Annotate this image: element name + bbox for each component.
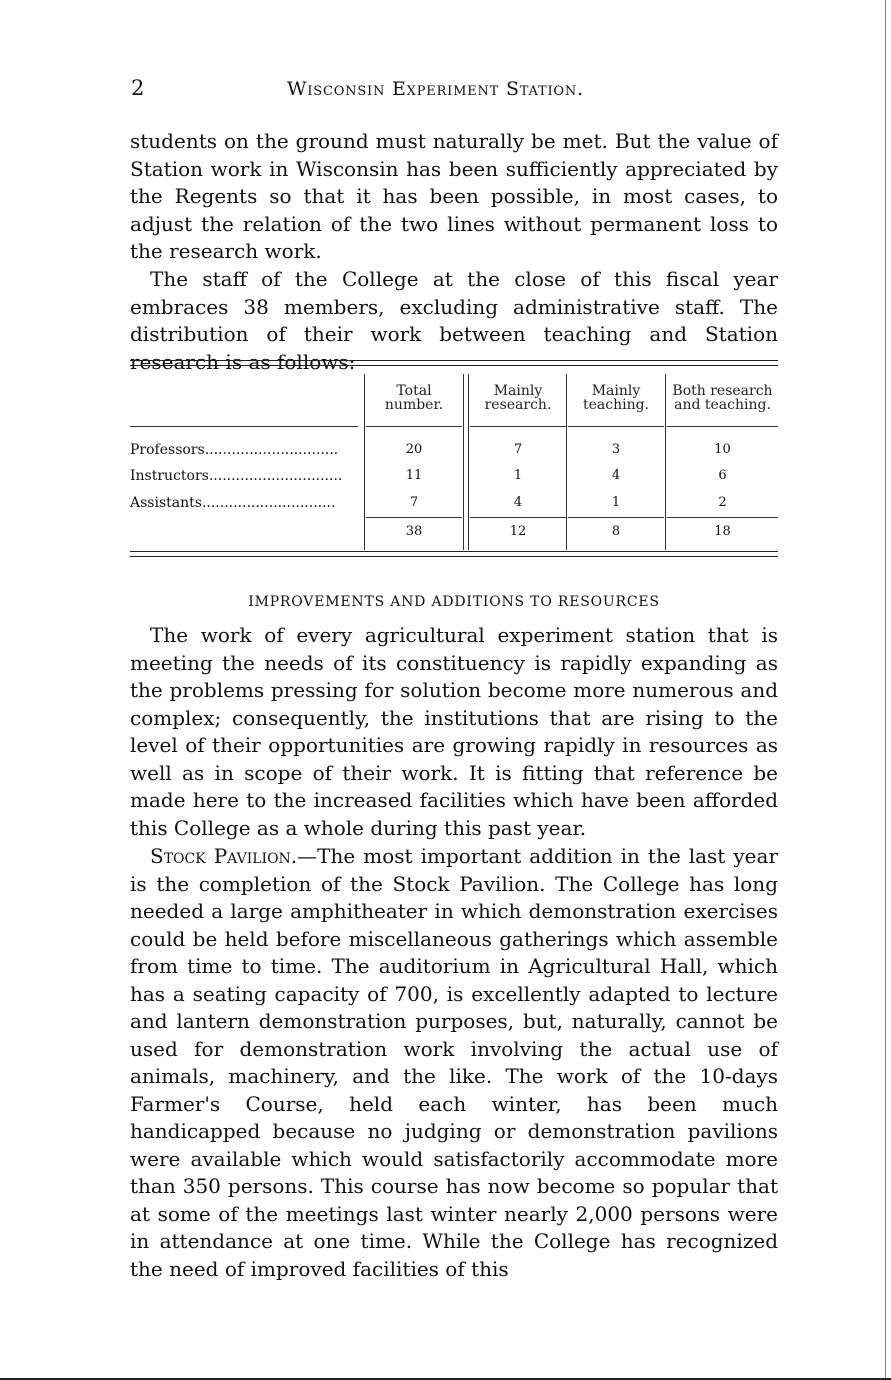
row-label-text: Professors [130,442,205,458]
section-heading: IMPROVEMENTS AND ADDITIONS TO RESOURCES [248,594,660,610]
table-total-cell: 12 [509,524,527,539]
table-cell: 20 [405,442,423,457]
paragraph-improvements: The work of every agricultural experiment station that is meeting the needs of its constituency is rapidly expanding as the problems pressing for solution become more numerous and complex; consequently, the institutions that are rising to the level of their opportunities are growing rapidly in resources as well as in scope of their work. It is fitting that reference be made here to the increased facilities which have been afforded this College as a whole during this past year. [130,623,778,840]
header-both-line1: Both research [672,383,773,399]
paragraph-stock-pavilion [130,843,778,1283]
header-mainly-teaching [568,384,664,412]
stock-pavilion-text: —The most important addition in the last year is the completion of the Stock Pavilion. The College has long needed a large amphitheater in which demonstration exercises could be held before miscellaneous gatherings which assemble from time to time. The auditorium in Agricultural Hall, which has a seating capacity of 700, is excellently adapted to lecture and lantern demonstration purposes, but, naturally, cannot be used for demonstration work involving the actual use of animals, machinery, and the like. The work of the 10-days Farmer's Course, held each winter, has been much handicapped because no judging or demonstration pavilions were available which would satisfactorily accommodate more than 350 persons. This course has now become so popular that at some of the meetings last winter nearly 2,000 persons were in attendance at one time. While the College has recognized the need of improved facilities of this [130,844,779,1281]
header-total-line2: number. [384,397,444,413]
header-teaching-line1: Mainly [591,383,641,399]
page-number: 2 [131,76,145,100]
staff-distribution-table [130,360,778,560]
header-teaching-line2: teaching. [582,397,650,413]
table-cell: 11 [405,468,423,483]
paragraph-continued: students on the ground must naturally be met. But the value of Station work in Wisconsin has been sufficiently appreciated by the Regents so that it has been possible, in most cases, to adjust the relation of the two lines without permanent loss to the research work. [130,129,778,263]
header-research-line2: research. [484,397,552,413]
table-cell: 7 [513,442,523,457]
table-cell: 4 [513,495,523,510]
table-total-cell: 8 [611,524,621,539]
table-cell: 4 [611,468,621,483]
running-head: Wisconsin Experiment Station. [287,78,584,100]
scan-edge-line [885,0,886,1380]
table-cell: 2 [718,495,727,510]
row-label-text: Assistants [130,495,202,511]
stock-pavilion-lead: Stock Pavilion. [150,844,298,868]
table-cell: 1 [611,495,621,510]
header-research-line1: Mainly [493,383,543,399]
table-cell: 10 [714,442,731,457]
header-total-line1: Total [396,383,432,399]
header-both [667,384,778,412]
table-cell: 6 [718,468,727,483]
table-total-cell: 18 [714,524,731,539]
table-cell: 3 [611,442,621,457]
table-cell: 1 [513,468,523,483]
header-mainly-research [470,384,566,412]
paragraph-staff: The staff of the College at the close of this fiscal year embraces 38 members, excluding administrative staff. The distribution of their work between teaching and Station research is as follows: [130,267,778,374]
table-cell: 7 [409,495,419,510]
table-row-label: Professors.............................. [130,442,339,458]
header-total [366,384,462,412]
row-label-text: Instructors [130,468,209,484]
table-total-cell: 38 [405,524,423,539]
table-row-label: Instructors.............................. [130,468,343,484]
header-both-line2: and teaching. [674,397,771,413]
table-row-label: Assistants.............................. [130,495,336,511]
